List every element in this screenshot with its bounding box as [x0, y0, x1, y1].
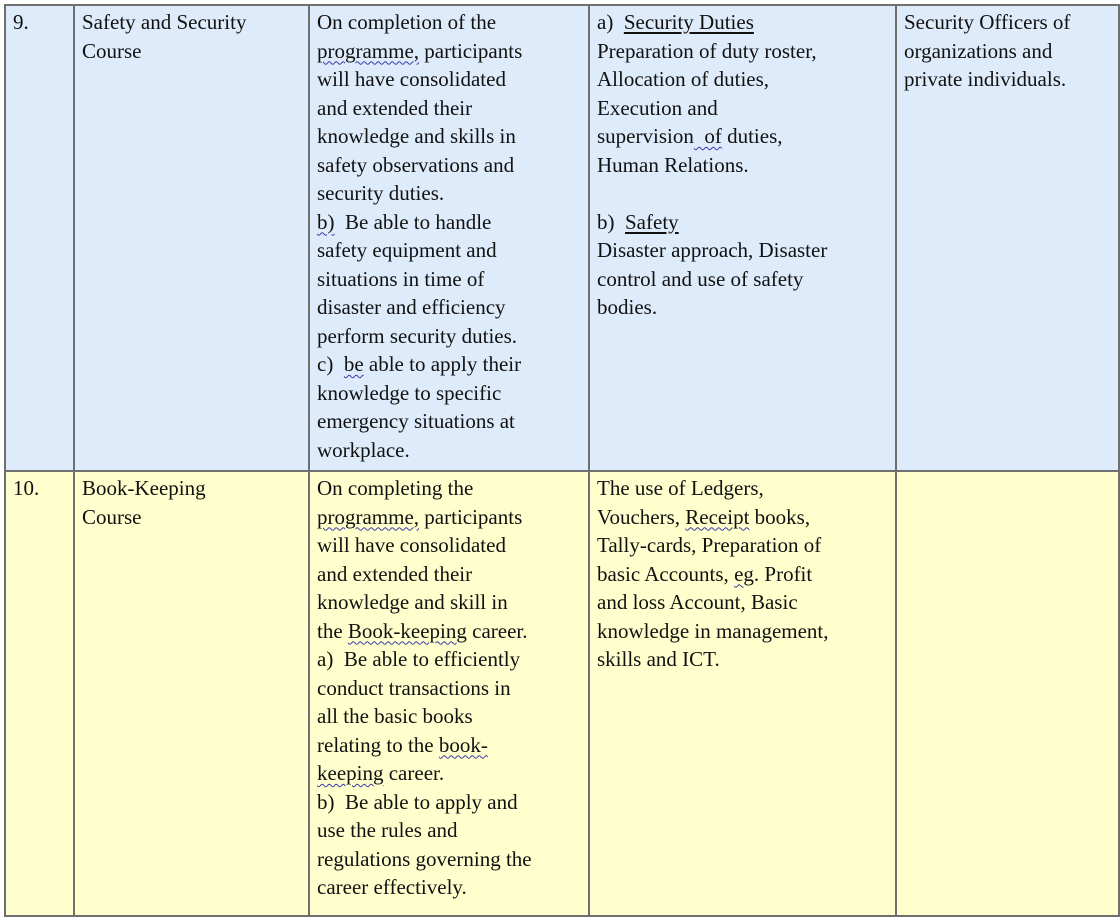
objective-line: knowledge and skill in — [317, 590, 508, 614]
spellcheck-word: Receipt — [685, 504, 750, 529]
course-title-line: Safety and Security — [82, 10, 247, 34]
cell-content — [589, 5, 896, 471]
row-number: 10. — [13, 476, 40, 500]
objective-line: keeping career. — [317, 761, 445, 785]
objective-line: b) Be able to handle — [317, 209, 492, 234]
objective-line: knowledge to specific — [317, 380, 502, 405]
content-line: basic Accounts, eg. Profit — [597, 561, 813, 586]
cell-target-group — [896, 471, 1119, 916]
objective-line: and extended their — [317, 561, 473, 586]
spellcheck-word: eg — [734, 561, 754, 586]
spellcheck-word: book- — [438, 732, 488, 757]
objective-line: b) Be able to apply and — [317, 789, 518, 814]
cell-objectives — [309, 471, 589, 916]
target-line: private individuals. — [904, 67, 1067, 91]
spellcheck-word: programme, — [317, 38, 420, 63]
cell-course-title — [74, 5, 309, 471]
objective-line: On completing the — [317, 476, 474, 500]
spellcheck-word: be — [343, 352, 364, 376]
objective-line: On completion of the — [317, 10, 497, 34]
spellcheck-word: Book-keeping — [347, 618, 467, 643]
spellcheck-word: keeping — [317, 761, 384, 785]
row-number: 9. — [13, 10, 29, 34]
objective-line: perform security duties. — [317, 323, 518, 348]
spellcheck-word: of — [693, 124, 722, 148]
table-row-book-keeping — [5, 471, 1119, 916]
target-line: organizations and — [904, 38, 1053, 63]
course-title-line: Course — [82, 38, 142, 63]
course-title-line: Course — [82, 504, 142, 529]
content-line: Execution and — [597, 95, 718, 120]
target-line: Security Officers of — [904, 10, 1071, 34]
cell-number — [5, 5, 74, 471]
objective-line: c) be able to apply their — [317, 352, 522, 376]
content-line: Disaster approach, Disaster — [597, 238, 828, 262]
objective-line: workplace. — [317, 437, 410, 462]
spellcheck-word: programme, — [317, 504, 420, 529]
objective-line: regulations governing the — [317, 846, 532, 871]
content-line: control and use of safety — [597, 266, 804, 291]
objective-line: programme, participants — [317, 38, 523, 63]
objective-line: use the rules and — [317, 818, 458, 842]
objective-line: disaster and efficiency — [317, 295, 506, 319]
objective-line: and extended their — [317, 95, 473, 120]
objective-line: career effectively. — [317, 875, 467, 899]
cell-target-group — [896, 5, 1119, 471]
objective-line: security duties. — [317, 181, 445, 205]
content-line: supervision of duties, — [597, 124, 783, 148]
content-line: Vouchers, Receipt books, — [597, 504, 811, 529]
cell-content — [589, 471, 896, 916]
table-row-safety-security — [5, 5, 1119, 471]
objective-line: relating to the book- — [317, 732, 488, 757]
objective-line: programme, participants — [317, 504, 523, 529]
objective-line: will have consolidated — [317, 67, 506, 91]
objective-line: safety equipment and — [317, 238, 497, 262]
objective-line: safety observations and — [317, 152, 515, 177]
objective-line: situations in time of — [317, 266, 485, 291]
course-table — [4, 4, 1120, 917]
objective-line: emergency situations at — [317, 409, 515, 433]
content-line: Preparation of duty roster, — [597, 38, 817, 63]
content-line: Human Relations. — [597, 152, 749, 177]
content-line: skills and ICT. — [597, 647, 720, 671]
spellcheck-word: b) — [317, 209, 335, 234]
content-line: The use of Ledgers, — [597, 476, 764, 500]
course-title-line: Book-Keeping — [82, 476, 206, 500]
objective-line: conduct transactions in — [317, 675, 511, 700]
content-line: Tally-cards, Preparation of — [597, 533, 822, 557]
objective-line: the Book-keeping career. — [317, 618, 528, 643]
content-line: bodies. — [597, 295, 658, 319]
cell-objectives — [309, 5, 589, 471]
cell-course-title — [74, 471, 309, 916]
content-line: and loss Account, Basic — [597, 590, 798, 614]
content-line: knowledge in management, — [597, 618, 829, 643]
content-heading: b) Safety — [597, 209, 679, 234]
content-line: Allocation of duties, — [597, 67, 770, 91]
content-heading: a) Security Duties — [597, 10, 754, 34]
objective-line: will have consolidated — [317, 533, 506, 557]
objective-line: a) Be able to efficiently — [317, 647, 521, 671]
objective-line: all the basic books — [317, 704, 473, 728]
cell-number — [5, 471, 74, 916]
blank-line — [597, 179, 889, 208]
objective-line: knowledge and skills in — [317, 124, 516, 148]
